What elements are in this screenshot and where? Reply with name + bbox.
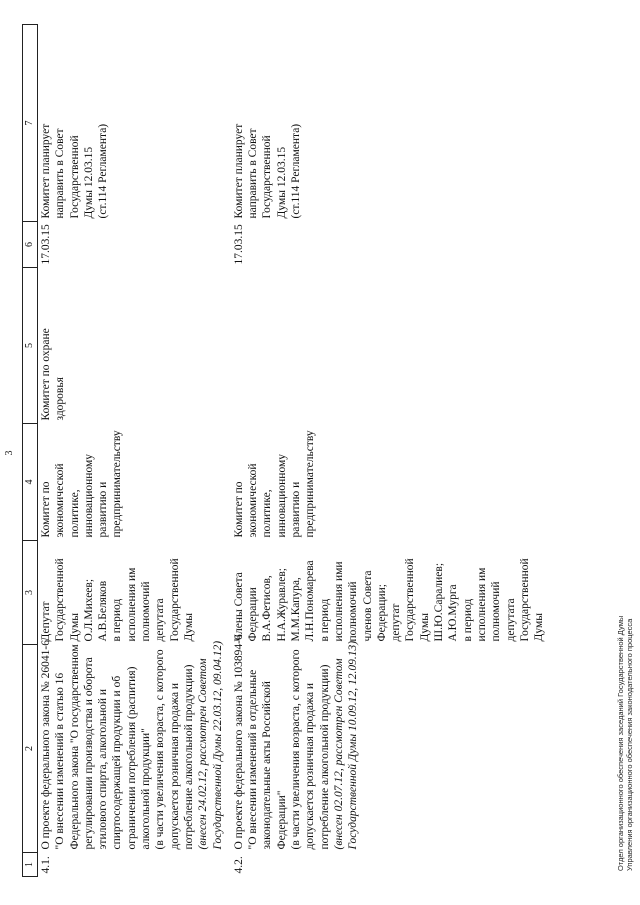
column-header-4: 4 — [23, 424, 38, 541]
author-line: Государственной — [404, 558, 417, 642]
author-line: исполнения им — [125, 567, 138, 642]
bill-title-line: допускается розничная продажа и — [304, 682, 317, 850]
bill-title-line: О проекте федерального закона № 103894-6 — [232, 634, 245, 850]
author-line: полномочий — [490, 581, 503, 642]
bill-title-line: допускается розничная продажа и — [168, 682, 181, 850]
item-number: 4.1. — [40, 856, 52, 874]
table-row — [226, 25, 548, 877]
author-line: Л.Н.Пономарева — [304, 560, 317, 642]
column-header-3: 3 — [23, 541, 38, 645]
author-line: исполнения им — [475, 567, 488, 642]
committee-line: инновационному — [82, 453, 95, 538]
note-line: Государственной — [68, 135, 81, 219]
author-line: М.М.Капура, — [290, 577, 303, 642]
author-line: в период — [318, 598, 331, 642]
bill-title-line: регулировании производства и оборота — [82, 657, 95, 850]
bill-title-line: потребление алкогольной продукции) — [182, 664, 195, 850]
committee-line: предпринимательству — [304, 430, 317, 538]
author-line: депутат — [390, 603, 403, 642]
author-line: Государственной — [168, 558, 181, 642]
note-line: Думы 12.03.15 — [275, 146, 288, 219]
note-line: Думы 12.03.15 — [82, 146, 95, 219]
committee-line: экономической — [247, 463, 260, 538]
note-line: Государственной — [261, 135, 274, 219]
column-header-5: 5 — [23, 268, 38, 424]
committee-line: предпринимательству — [111, 430, 124, 538]
footer — [616, 616, 634, 871]
bill-title-line: потребление алкогольной продукции) — [318, 664, 331, 850]
note-line: (ст.114 Регламента) — [290, 123, 303, 219]
author-line: депутата — [154, 598, 167, 642]
authors-cell — [38, 541, 226, 645]
note-line: Комитет планирует — [40, 123, 52, 219]
author-line: Думы — [533, 613, 546, 642]
author-line: О.Л.Михеев; — [82, 578, 95, 642]
bill-title-line: ограничении потребления (распития) — [125, 666, 138, 850]
authors-cell — [226, 541, 548, 645]
note-line: направить в Совет — [247, 128, 260, 219]
bill-status-line: Государственной Думы 22.03.12, 09.04.12) — [211, 640, 224, 850]
agenda-table — [22, 24, 547, 877]
author-line: Государственной — [518, 558, 531, 642]
co-committee-cell — [38, 268, 226, 424]
committee-line: политике, — [261, 489, 274, 538]
column-number-row — [23, 25, 38, 877]
bill-title-line: Федерации" — [275, 790, 288, 850]
co-committee-line: здоровья — [54, 377, 67, 421]
note-cell — [226, 25, 548, 222]
note-line: (ст.114 Регламента) — [97, 123, 110, 219]
author-line: Думы — [68, 613, 81, 642]
note-line: Комитет планирует — [232, 123, 245, 219]
committee-line: инновационному — [275, 453, 288, 538]
co-committee-line: Комитет по охране — [40, 328, 52, 421]
committee-line: развитию и — [290, 481, 303, 538]
bill-status-line: (внесен 24.02.12, рассмотрен Советом — [197, 658, 210, 850]
bill-title-line: "О внесении изменений в отдельные — [247, 669, 260, 850]
footer-line: Управления организационного обеспечения законодательного процесса — [625, 618, 634, 871]
bill-title-cell — [38, 640, 226, 853]
bill-title-line: (в части увеличения возраста, с которого — [290, 649, 303, 850]
author-line: полномочий — [347, 581, 360, 642]
table-row — [38, 25, 226, 877]
bill-title-line: этилового спирта, алкогольной и — [97, 688, 110, 850]
page-number: 3 — [4, 450, 15, 456]
item-number: 4.2. — [232, 856, 245, 874]
author-line: Федерации — [247, 587, 260, 642]
author-line: в период — [111, 598, 124, 642]
author-line: Думы — [182, 613, 195, 642]
date-cell: 17.03.15 — [40, 224, 52, 265]
committee-line: экономической — [54, 463, 67, 538]
column-header-6: 6 — [23, 222, 38, 268]
bill-title-line: алкогольной продукции" — [140, 728, 153, 850]
author-line: в период — [461, 598, 474, 642]
author-line: Депутат — [40, 601, 52, 642]
bill-status-line: (внесен 02.07.12, рассмотрен Советом — [332, 658, 345, 850]
column-header-1: 1 — [23, 853, 38, 877]
bill-status-line: Государственной Думы 10.09.12, 12.09.13) — [347, 640, 360, 850]
bill-title-line: спиртосодержащей продукции и об — [111, 675, 124, 850]
author-line: депутата — [504, 598, 517, 642]
footer-line: Отдел организационного обеспечения заседаний Государственной Думы — [616, 615, 625, 871]
co-committee-cell — [226, 268, 548, 424]
note-cell — [38, 25, 226, 222]
bill-title-cell — [226, 634, 548, 853]
column-header-7: 7 — [23, 25, 38, 222]
author-line: исполнения ими — [332, 561, 345, 642]
author-line: А.В.Беляков — [97, 580, 110, 642]
bill-title-line: законодательные акты Российской — [261, 681, 274, 850]
note-line: направить в Совет — [54, 128, 67, 219]
author-line: В.А.Фетисов, — [261, 575, 274, 642]
author-line: членов Совета — [361, 570, 374, 642]
committee-line: Комитет по — [232, 481, 245, 538]
author-line: Члены Совета — [232, 572, 245, 642]
column-header-2: 2 — [23, 645, 38, 853]
committee-line: Комитет по — [40, 481, 52, 538]
committee-cell — [38, 424, 226, 541]
author-line: полномочий — [140, 581, 153, 642]
author-line: А.Ю.Мурга — [447, 584, 460, 642]
bill-title-line: (в части увеличения возраста, с которого — [154, 649, 167, 850]
author-line: Ш.Ю.Саралиев; — [433, 562, 446, 642]
bill-title-line: "О внесении изменений в статью 16 — [54, 672, 67, 850]
bill-title-line: Федерального закона "О государственном — [68, 644, 81, 850]
author-line: Государственной — [54, 558, 67, 642]
author-line: Думы — [418, 613, 431, 642]
author-line: Н.А.Журавлев; — [275, 568, 288, 642]
committee-line: развитию и — [97, 481, 110, 538]
bill-title-line: О проекте федерального закона № 26041-6 — [40, 640, 52, 850]
committee-cell — [226, 424, 548, 541]
committee-line: политике, — [68, 489, 81, 538]
date-cell: 17.03.15 — [232, 224, 245, 265]
author-line: Федерации; — [375, 583, 388, 642]
